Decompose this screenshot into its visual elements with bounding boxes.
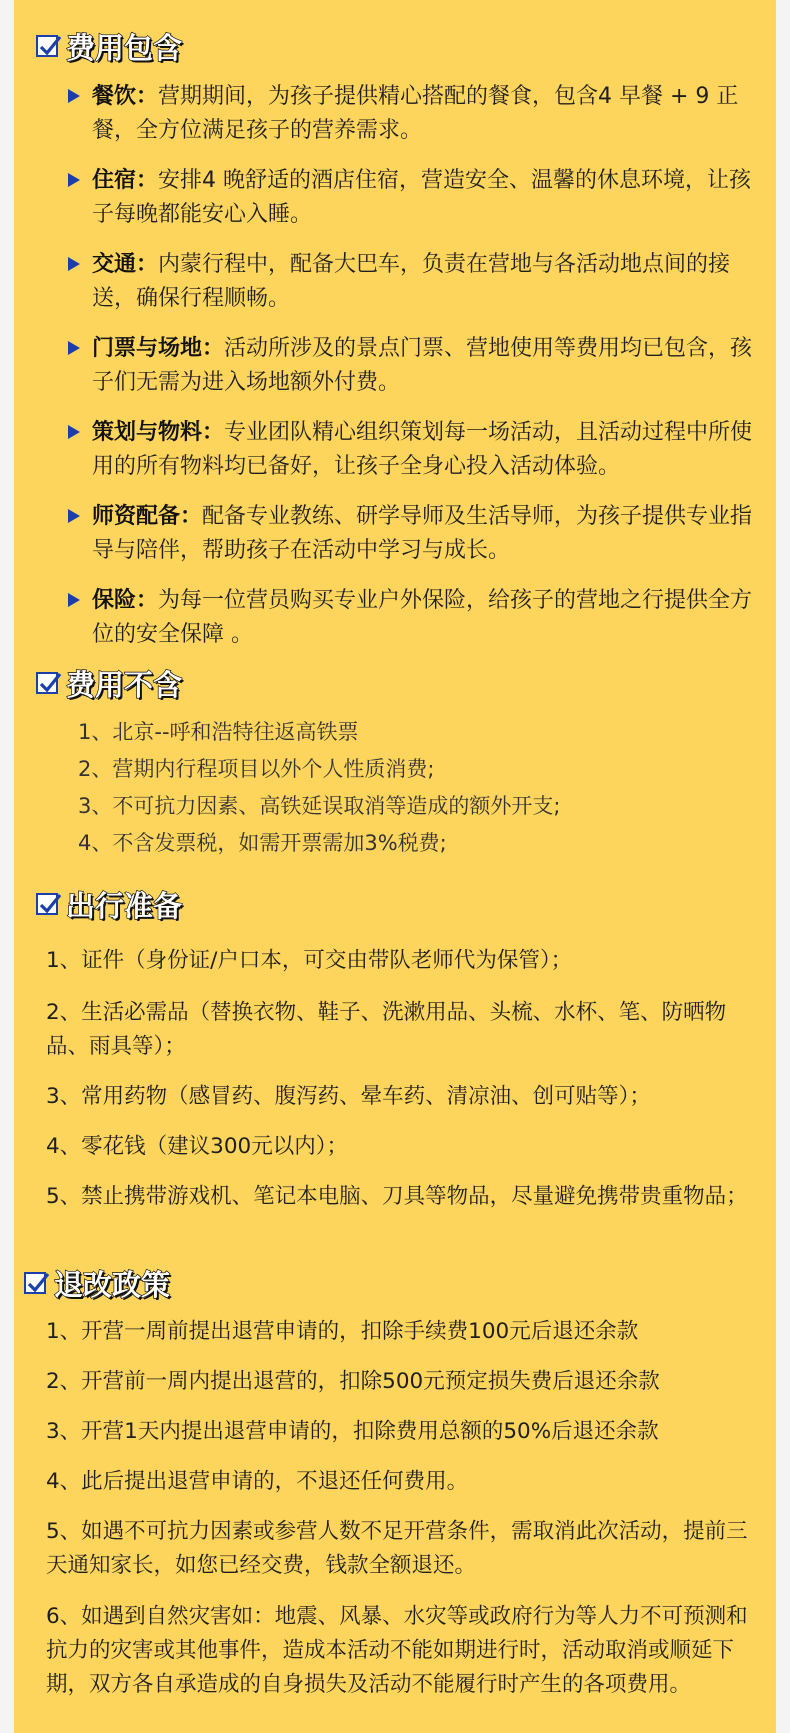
excluded-item: 3、不可抗力因素、高铁延误取消等造成的额外开支;	[78, 794, 561, 818]
excluded-item: 4、不含发票税，如需开票需加3%税费;	[78, 831, 447, 855]
excluded-item: 2、营期内行程项目以外个人性质消费;	[78, 757, 435, 781]
checkbox-icon	[24, 1272, 46, 1294]
triangle-bullet-icon	[68, 257, 80, 271]
triangle-bullet-icon	[68, 593, 80, 607]
refund-item: 5、如遇不可抗力因素或参营人数不足开营条件，需取消此次活动，提前三天通知家长，如您已经交费，钱款全额退还。	[46, 1519, 748, 1578]
refund-item: 1、开营一周前提出退营申请的，扣除手续费100元后退还余款	[46, 1319, 639, 1344]
triangle-bullet-icon	[68, 509, 80, 523]
refund-item: 4、此后提出退营申请的，不退还任何费用。	[46, 1469, 469, 1494]
checkbox-icon	[36, 893, 58, 915]
section-title-text: 退改政策	[54, 1267, 171, 1302]
checkbox-icon	[36, 35, 58, 57]
refund-item: 3、开营1天内提出退营申请的，扣除费用总额的50%后退还余款	[46, 1419, 659, 1444]
checkbox-icon	[36, 672, 58, 694]
included-item: 策划与物料：专业团队精心组织策划每一场活动，且活动过程中所使用的所有物料均已备好，让孩子全身心投入活动体验。	[54, 416, 759, 484]
included-item: 住宿：安排4 晚舒适的酒店住宿，营造安全、温馨的休息环境，让孩子每晚都能安心入睡。	[54, 164, 759, 232]
preparation-item: 1、证件（身份证/户口本，可交由带队老师代为保管）；	[46, 948, 573, 973]
preparation-item: 4、零花钱（建议300元以内）；	[46, 1134, 348, 1159]
section-title-preparation	[36, 884, 182, 924]
preparation-item: 2、生活必需品（替换衣物、鞋子、洗漱用品、头梳、水杯、笔、防晒物品、雨具等）；	[46, 1000, 727, 1059]
preparation-item: 5、禁止携带游戏机、笔记本电脑、刀具等物品，尽量避免携带贵重物品；	[46, 1184, 748, 1209]
included-item: 餐饮：营期期间，为孩子提供精心搭配的餐食，包含4 早餐 + 9 正餐，全方位满足孩子的营养需求。	[54, 80, 759, 148]
section-title-excluded	[36, 663, 182, 703]
included-item: 保险：为每一位营员购买专业户外保险，给孩子的营地之行提供全方位的安全保障 。	[54, 584, 759, 652]
triangle-bullet-icon	[68, 341, 80, 355]
included-item: 师资配备：配备专业教练、研学导师及生活导师，为孩子提供专业指导与陪伴，帮助孩子在活动中学习与成长。	[54, 500, 759, 568]
refund-item: 6、如遇到自然灾害如：地震、风暴、水灾等或政府行为等人力不可预测和抗力的灾害或其他事件，造成本活动不能如期进行时，活动取消或顺延下期，双方各自承造成的自身损失及活动不能履行时产生的各项费用。	[46, 1604, 748, 1697]
included-item: 门票与场地：活动所涉及的景点门票、营地使用等费用均已包含，孩子们无需为进入场地额外付费。	[54, 332, 759, 400]
section-title-refund	[24, 1263, 170, 1303]
triangle-bullet-icon	[68, 89, 80, 103]
excluded-item: 1、北京--呼和浩特往返高铁票	[78, 720, 359, 744]
section-title-text: 出行准备	[66, 888, 183, 923]
triangle-bullet-icon	[68, 425, 80, 439]
section-title-text: 费用不含	[66, 667, 183, 702]
preparation-item: 3、常用药物（感冒药、腹泻药、晕车药、清凉油、创可贴等）；	[46, 1084, 651, 1109]
content-card	[14, 0, 776, 1733]
included-item: 交通：内蒙行程中，配备大巴车，负责在营地与各活动地点间的接送，确保行程顺畅。	[54, 248, 759, 316]
section-title-text: 费用包含	[66, 30, 183, 65]
triangle-bullet-icon	[68, 173, 80, 187]
refund-item: 2、开营前一周内提出退营的，扣除500元预定损失费后退还余款	[46, 1369, 660, 1394]
section-title-included	[36, 26, 182, 66]
